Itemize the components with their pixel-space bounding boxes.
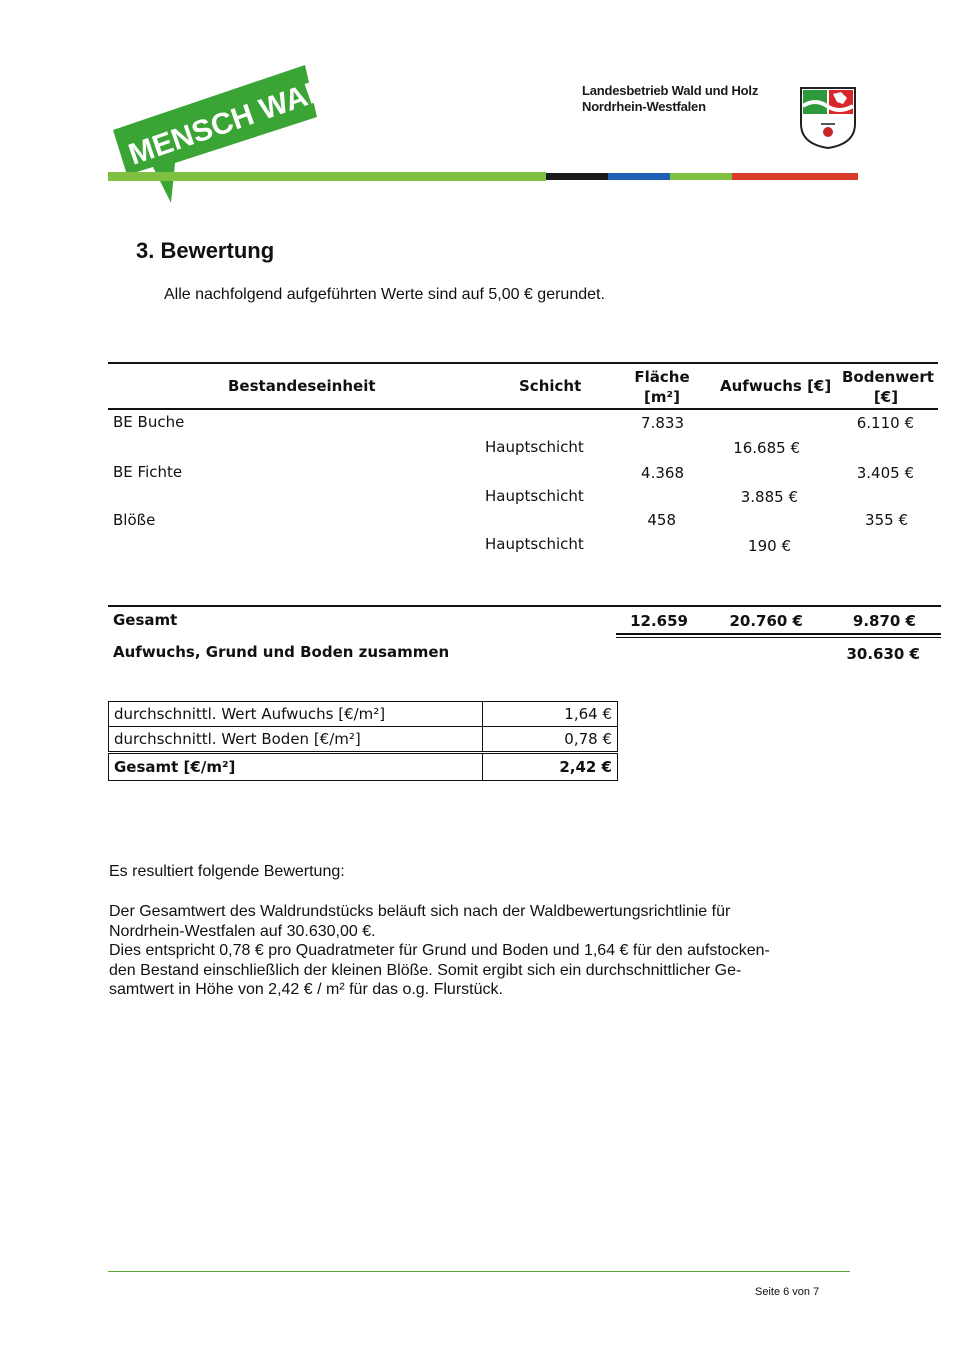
avg-land-value: 0,78 € [483, 727, 618, 753]
row-area: 7.833 [641, 414, 684, 432]
paragraph-line: samtwert in Höhe von 2,42 € / m² für das o.g. Flurstück. [109, 981, 503, 998]
paragraph-breakdown [109, 941, 869, 1000]
row-land: 6.110 € [856, 414, 914, 432]
org-line-2: Nordrhein-Westfalen [582, 99, 706, 114]
page-number: Seite 6 von 7 [755, 1286, 820, 1298]
row-layer: Hauptschicht [485, 438, 584, 456]
mensch-wald-logo [105, 45, 360, 210]
avg-growth-label: durchschnittl. Wert Aufwuchs [€/m²] [109, 702, 483, 727]
header-layer: Schicht [519, 377, 582, 395]
intro-text: Alle nachfolgend aufgeführten Werte sind auf 5,00 € gerundet. [164, 286, 605, 303]
header-area [622, 367, 702, 407]
paragraph-line: den Bestand einschließlich der kleinen Blöße. Somit ergibt sich ein durchschnittlicher Ge- [109, 961, 742, 979]
table-top-rule [108, 362, 938, 364]
avg-total-label: Gesamt [€/m²] [109, 753, 483, 781]
paragraph-line: Dies entspricht 0,78 € pro Quadratmeter für Grund und Boden und 1,64 € für den aufstocken- [109, 942, 770, 959]
header-land-line2: [€] [873, 388, 899, 406]
row-layer: Hauptschicht [485, 535, 584, 553]
org-line-1: Landesbetrieb Wald und Holz [582, 83, 759, 98]
row-land: 355 € [865, 511, 908, 529]
section-title: 3. Bewertung [136, 238, 275, 263]
header-land-line1: Bodenwert [842, 368, 934, 386]
combined-double-rule-1 [616, 633, 941, 635]
combined-double-rule-2 [616, 637, 941, 638]
total-label: Gesamt [113, 611, 178, 629]
row-growth: 3.885 € [740, 488, 798, 506]
header-growth: Aufwuchs [€] [720, 377, 832, 395]
logo-text: MENSCH WALD! [124, 63, 360, 172]
result-heading: Es resultiert folgende Bewertung: [109, 863, 345, 880]
row-unit: Blöße [113, 511, 156, 529]
paragraph-line: Nordrhein-Westfalen auf 30.630,00 €. [109, 922, 376, 940]
header-area-line1: Fläche [634, 368, 690, 386]
row-area: 458 [647, 511, 676, 529]
row-unit: BE Buche [113, 413, 185, 431]
paragraph-line: Der Gesamtwert des Waldrundstücks beläuft sich nach der Waldbewertungsrichtlinie für [109, 903, 731, 920]
organization-name [582, 83, 758, 115]
footer-rule [108, 1271, 850, 1272]
row-unit: BE Fichte [113, 463, 183, 481]
header-land [842, 367, 934, 407]
table-row [109, 753, 618, 781]
total-area: 12.659 [630, 612, 688, 630]
avg-growth-value: 1,64 € [483, 702, 618, 727]
row-land: 3.405 € [856, 464, 914, 482]
row-area: 4.368 [641, 464, 684, 482]
combined-label: Aufwuchs, Grund und Boden zusammen [113, 643, 450, 661]
row-growth: 190 € [748, 537, 791, 555]
total-land: 9.870 € [852, 612, 916, 630]
table-row [109, 727, 618, 753]
row-layer: Hauptschicht [485, 487, 584, 505]
table-header-rule [108, 408, 938, 410]
combined-value: 30.630 € [846, 645, 920, 663]
avg-total-value: 2,42 € [483, 753, 618, 781]
header-unit: Bestandeseinheit [228, 377, 376, 395]
total-rule [108, 605, 941, 607]
header-color-stripe [108, 172, 858, 181]
total-growth: 20.760 € [729, 612, 803, 630]
header-area-line2: [m²] [644, 388, 680, 406]
table-row [109, 702, 618, 727]
nrw-crest-icon [797, 84, 859, 150]
avg-land-label: durchschnittl. Wert Boden [€/m²] [109, 727, 483, 753]
row-growth: 16.685 € [733, 439, 800, 457]
average-value-table [108, 701, 618, 781]
paragraph-total-value [109, 902, 869, 941]
